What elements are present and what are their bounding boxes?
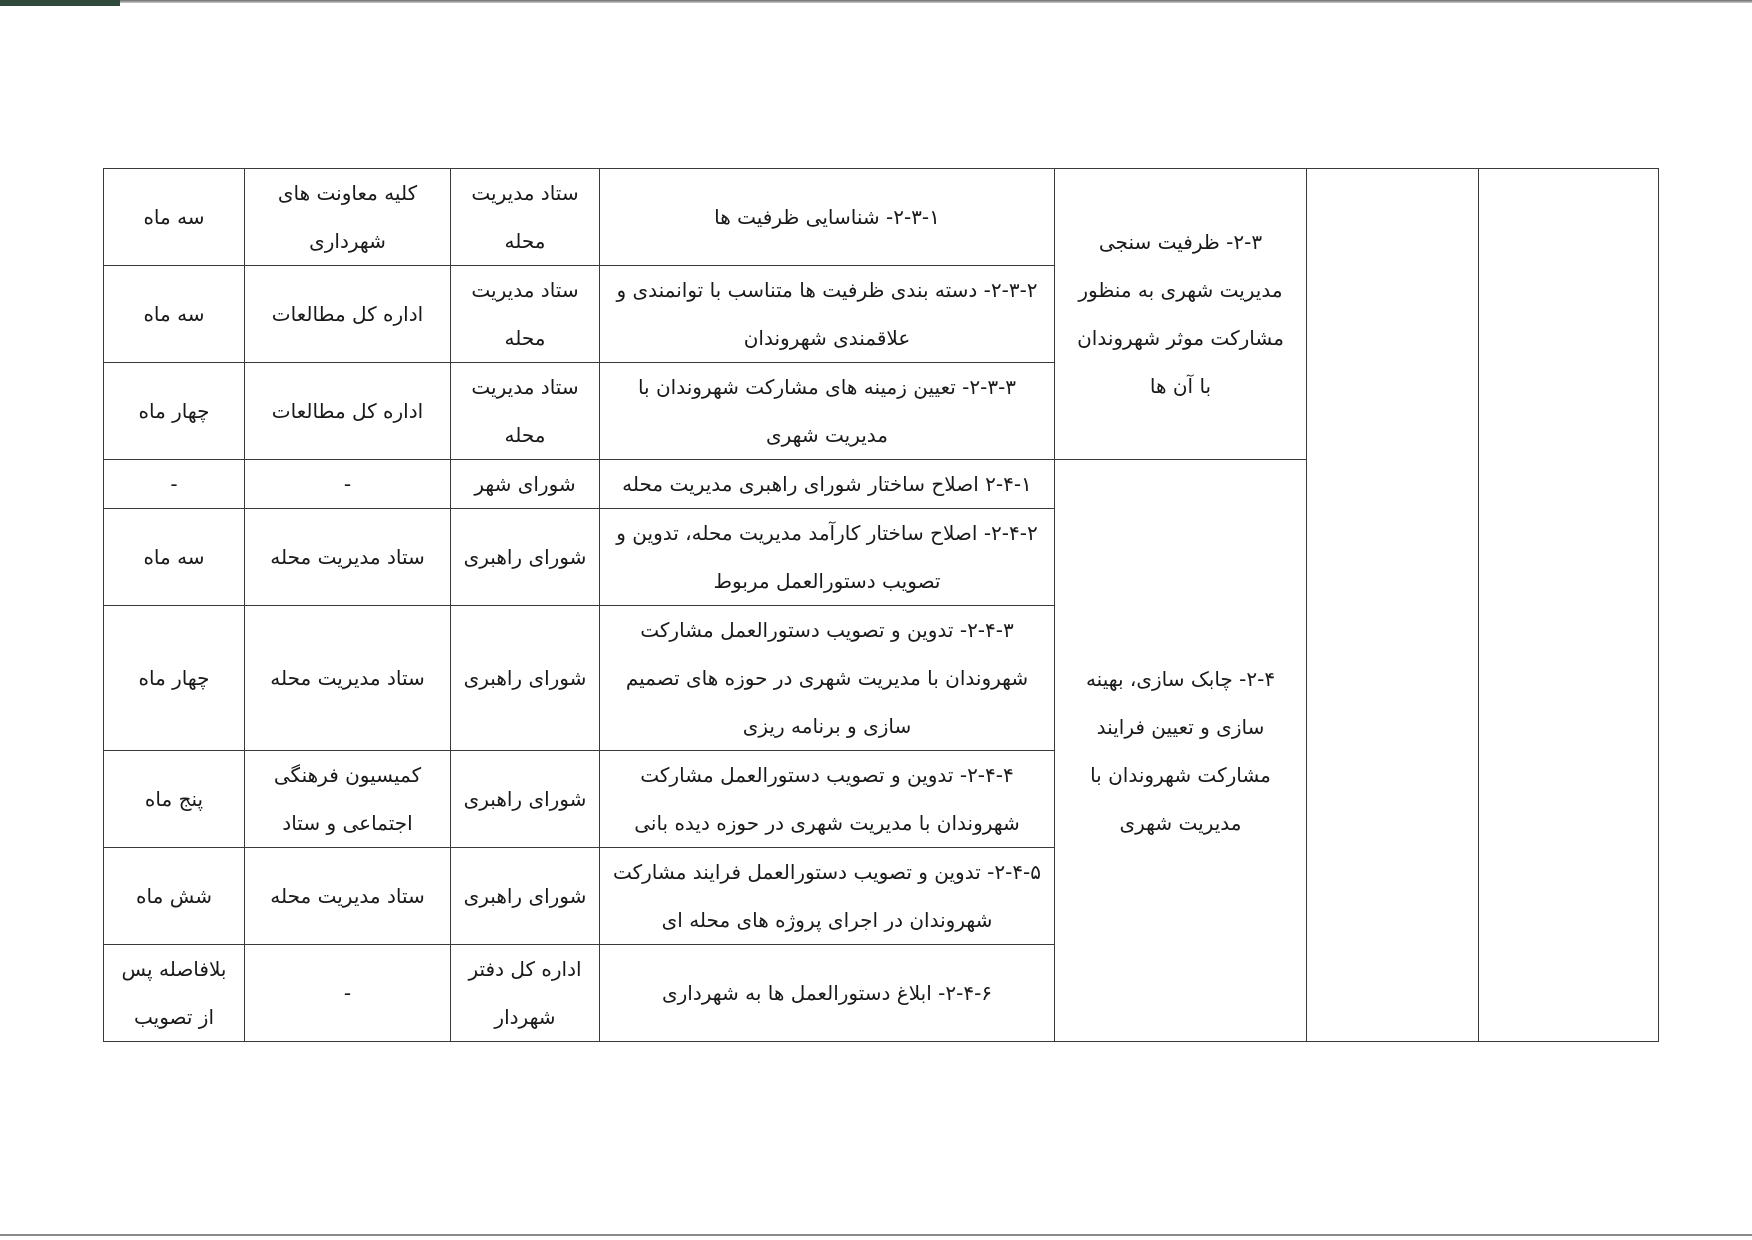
- duration-cell: [104, 606, 245, 751]
- responsible-cell: [451, 363, 600, 460]
- action-text: ۲-۳-۳- تعیین زمینه های مشارکت شهروندان با مدیریت شهری: [637, 375, 1017, 447]
- action-cell: [600, 266, 1055, 363]
- goal-text: ۲-۴- چابک سازی، بهینه سازی و تعیین فرایند مشارکت شهروندان با مدیریت شهری: [1085, 666, 1276, 835]
- responsible-text: شورای راهبری: [463, 545, 587, 569]
- collaborator-text: ستاد مدیریت محله: [270, 884, 425, 908]
- responsible-cell: [451, 848, 600, 945]
- collaborator-cell: [245, 509, 451, 606]
- action-cell: [600, 169, 1055, 266]
- action-text: ۲-۳-۱- شناسایی ظرفیت ها: [714, 205, 940, 229]
- duration-cell: [104, 945, 245, 1042]
- responsible-text: شورای راهبری: [463, 787, 587, 811]
- duration-cell: [104, 848, 245, 945]
- collaborator-cell: [245, 945, 451, 1042]
- action-text: ۲-۴-۵- تدوین و تصویب دستورالعمل فرایند مشارکت شهروندان در اجرای پروژه های محله ای: [612, 860, 1042, 932]
- duration-text: شش ماه: [136, 884, 212, 908]
- scan-corner-mark: [0, 0, 120, 6]
- action-cell: [600, 751, 1055, 848]
- responsible-cell: [451, 606, 600, 751]
- collaborator-cell: [245, 460, 451, 509]
- table-row: [104, 169, 1659, 266]
- collaborator-cell: [245, 363, 451, 460]
- collaborator-text: ستاد مدیریت محله: [270, 666, 425, 690]
- duration-text: سه ماه: [143, 545, 205, 569]
- scan-edge-top: [0, 0, 1752, 3]
- action-cell: [600, 509, 1055, 606]
- duration-text: سه ماه: [143, 205, 205, 229]
- duration-cell: [104, 460, 245, 509]
- action-text: ۲-۴-۶- ابلاغ دستورالعمل ها به شهرداری: [661, 981, 993, 1005]
- duration-text: بلافاصله پس از تصویب: [121, 957, 227, 1029]
- action-text: ۲-۴-۲- اصلاح ساختار کارآمد مدیریت محله، تدوین و تصویب دستورالعمل مربوط: [616, 521, 1038, 593]
- duration-text: پنج ماه: [144, 787, 204, 811]
- responsible-cell: [451, 169, 600, 266]
- collaborator-text: ستاد مدیریت محله: [270, 545, 425, 569]
- duration-text: چهار ماه: [138, 399, 210, 423]
- goal-cell: [1055, 169, 1307, 460]
- action-cell: [600, 606, 1055, 751]
- action-cell: [600, 460, 1055, 509]
- duration-text: چهار ماه: [138, 666, 210, 690]
- action-text: ۲-۴-۳- تدوین و تصویب دستورالعمل مشارکت شهروندان با مدیریت شهری در حوزه های تصمیم سازی و برنامه ریزی: [625, 618, 1029, 738]
- responsible-text: شورای راهبری: [463, 666, 587, 690]
- responsible-cell: [451, 460, 600, 509]
- collaborator-cell: [245, 751, 451, 848]
- responsible-text: ستاد مدیریت محله: [471, 278, 579, 350]
- collaborator-text: کمیسیون فرهنگی اجتماعی و ستاد: [273, 763, 422, 835]
- action-text: ۲-۴-۴- تدوین و تصویب دستورالعمل مشارکت شهروندان با مدیریت شهری در حوزه دیده بانی: [634, 763, 1020, 835]
- collaborator-text: -: [343, 981, 352, 1005]
- responsible-text: شورای راهبری: [463, 884, 587, 908]
- action-cell: [600, 945, 1055, 1042]
- action-cell: [600, 363, 1055, 460]
- duration-cell: [104, 363, 245, 460]
- collaborator-text: اداره کل مطالعات: [271, 302, 424, 326]
- responsible-text: ستاد مدیریت محله: [471, 375, 579, 447]
- responsible-text: ستاد مدیریت محله: [471, 181, 579, 253]
- action-plan-table: [103, 168, 1659, 1042]
- responsible-text: شورای شهر: [474, 472, 576, 496]
- collaborator-cell: [245, 606, 451, 751]
- duration-cell: [104, 266, 245, 363]
- goal-cell: [1055, 460, 1307, 1042]
- scan-edge-bottom: [0, 1234, 1752, 1236]
- collaborator-text: اداره کل مطالعات: [271, 399, 424, 423]
- duration-cell: [104, 751, 245, 848]
- collaborator-text: -: [343, 472, 352, 496]
- collaborator-cell: [245, 266, 451, 363]
- responsible-text: اداره کل دفتر شهردار: [468, 957, 582, 1029]
- duration-text: سه ماه: [143, 302, 205, 326]
- duration-cell: [104, 509, 245, 606]
- action-text: ۲-۳-۲- دسته بندی ظرفیت ها متناسب با توانمندی و علاقمندی شهروندان: [616, 278, 1038, 350]
- collaborator-cell: [245, 848, 451, 945]
- responsible-cell: [451, 266, 600, 363]
- goal-text: ۲-۳- ظرفیت سنجی مدیریت شهری به منظور مشارکت موثر شهروندان با آن ها: [1077, 230, 1284, 398]
- responsible-cell: [451, 509, 600, 606]
- action-cell: [600, 848, 1055, 945]
- collaborator-text: کلیه معاونت های شهرداری: [277, 181, 418, 253]
- collaborator-cell: [245, 169, 451, 266]
- responsible-cell: [451, 751, 600, 848]
- empty-cell: [1479, 169, 1659, 1042]
- empty-cell: [1307, 169, 1479, 1042]
- responsible-cell: [451, 945, 600, 1042]
- duration-text: -: [170, 472, 178, 496]
- duration-cell: [104, 169, 245, 266]
- action-text: ۲-۴-۱ اصلاح ساختار شورای راهبری مدیریت محله: [622, 472, 1032, 496]
